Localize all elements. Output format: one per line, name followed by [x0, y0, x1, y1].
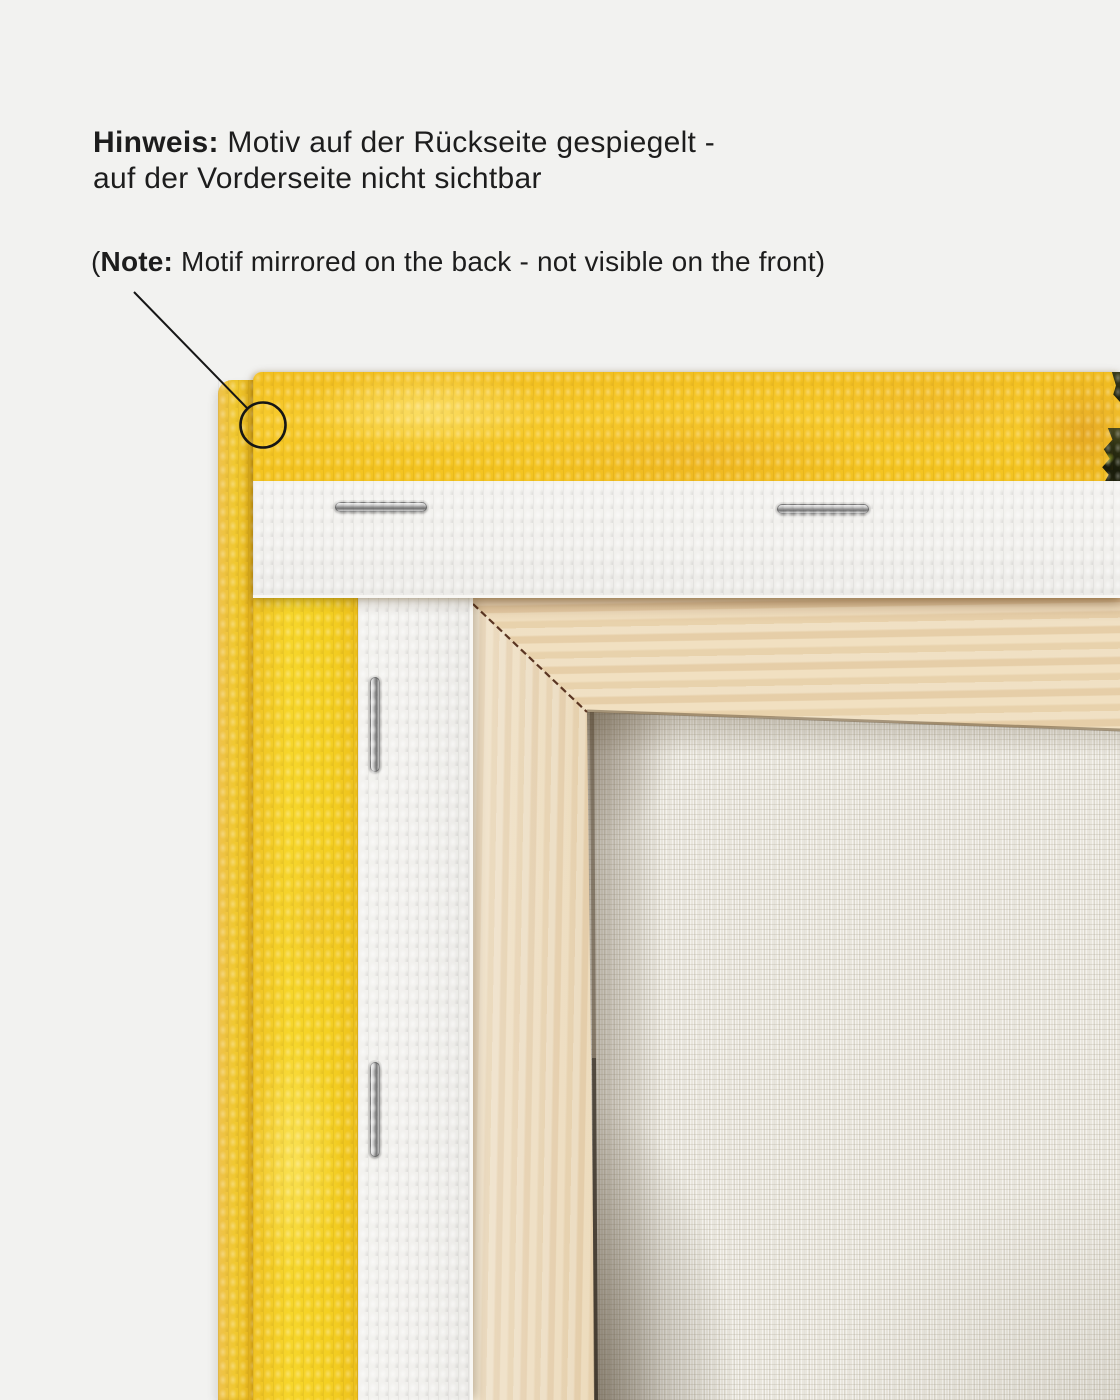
canvas-top-wrap	[253, 372, 1120, 598]
mirrored-motif-dark-patch	[1093, 428, 1120, 481]
canvas-fold-flap	[218, 380, 258, 1400]
note-english-rest: Motif mirrored on the back - not visible on the front)	[173, 246, 826, 277]
staple-vertical-2	[370, 1062, 380, 1157]
note-german-line1: Motiv auf der Rückseite gespiegelt -	[218, 126, 716, 159]
canvas-top-white-strip	[253, 481, 1120, 598]
note-german-lead: Hinweis:	[93, 126, 219, 159]
canvas-side-white-strip	[358, 598, 473, 1400]
canvas-side-yellow-band	[253, 598, 358, 1400]
staple-horizontal-1	[335, 502, 427, 512]
staple-vertical-1	[370, 677, 380, 772]
note-english-open: (	[91, 246, 101, 277]
note-german	[93, 125, 715, 197]
mirrored-motif-dark-corner	[1111, 372, 1120, 402]
stretcher-frame	[473, 598, 1120, 1400]
note-english-lead: Note:	[100, 246, 174, 277]
canvas-top-yellow-band	[253, 372, 1120, 481]
note-english	[91, 245, 825, 279]
staple-horizontal-2	[777, 504, 869, 514]
note-german-line2: auf der Vorderseite nicht sichtbar	[93, 162, 542, 195]
canvas-backing	[579, 704, 1120, 1400]
